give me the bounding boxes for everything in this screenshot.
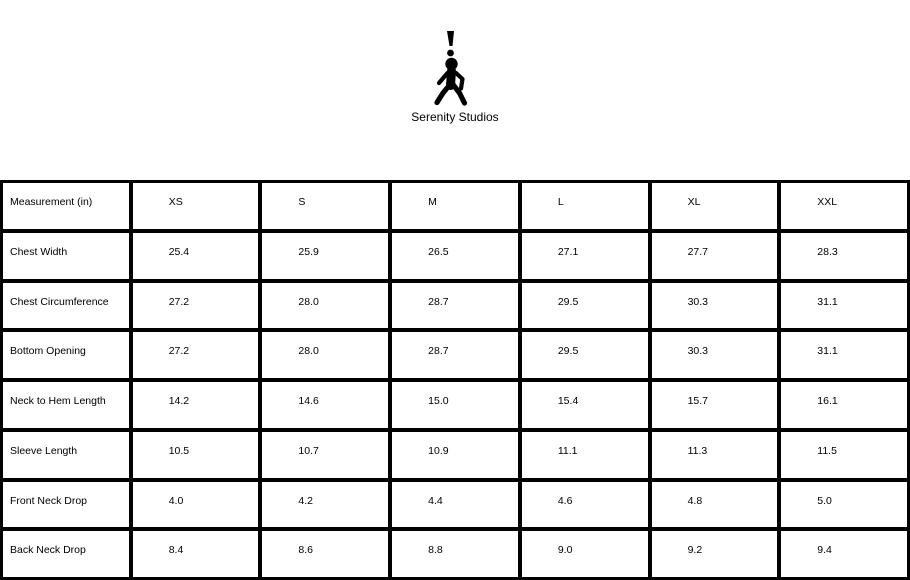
header-m: M [392, 183, 518, 229]
value-cell: 26.5 [392, 233, 518, 279]
value-cell: 30.3 [652, 283, 778, 329]
value-cell: 11.3 [652, 432, 778, 478]
row-label-back-neck-drop: Back Neck Drop [3, 531, 129, 577]
walking-person-icon [437, 58, 465, 103]
value-cell: 8.6 [262, 531, 388, 577]
value-cell: 10.9 [392, 432, 518, 478]
value-cell: 14.2 [133, 382, 259, 428]
row-label-bottom-opening: Bottom Opening [3, 332, 129, 378]
value-cell: 27.2 [133, 332, 259, 378]
value-cell: 16.1 [781, 382, 907, 428]
value-cell: 14.6 [262, 382, 388, 428]
value-cell: 28.0 [262, 332, 388, 378]
value-cell: 28.3 [781, 233, 907, 279]
value-cell: 9.4 [781, 531, 907, 577]
brand-logo [0, 30, 910, 124]
value-cell: 11.1 [522, 432, 648, 478]
value-cell: 29.5 [522, 332, 648, 378]
header-xl: XL [652, 183, 778, 229]
size-chart-table [0, 180, 910, 580]
exclamation-icon [447, 31, 454, 56]
value-cell: 4.6 [522, 482, 648, 528]
value-cell: 28.7 [392, 332, 518, 378]
value-cell: 9.2 [652, 531, 778, 577]
value-cell: 10.7 [262, 432, 388, 478]
value-cell: 27.2 [133, 283, 259, 329]
value-cell: 4.8 [652, 482, 778, 528]
walking-person-exclamation-icon [433, 30, 477, 108]
row-label-front-neck-drop: Front Neck Drop [3, 482, 129, 528]
value-cell: 25.9 [262, 233, 388, 279]
header-s: S [262, 183, 388, 229]
value-cell: 28.0 [262, 283, 388, 329]
value-cell: 15.7 [652, 382, 778, 428]
header-l: L [522, 183, 648, 229]
header-xs: XS [133, 183, 259, 229]
value-cell: 4.4 [392, 482, 518, 528]
value-cell: 10.5 [133, 432, 259, 478]
value-cell: 31.1 [781, 332, 907, 378]
value-cell: 9.0 [522, 531, 648, 577]
value-cell: 4.2 [262, 482, 388, 528]
value-cell: 4.0 [133, 482, 259, 528]
value-cell: 30.3 [652, 332, 778, 378]
value-cell: 5.0 [781, 482, 907, 528]
brand-name: Serenity Studios [411, 110, 499, 124]
value-cell: 11.5 [781, 432, 907, 478]
header-xxl: XXL [781, 183, 907, 229]
row-label-neck-to-hem-length: Neck to Hem Length [3, 382, 129, 428]
value-cell: 31.1 [781, 283, 907, 329]
value-cell: 8.8 [392, 531, 518, 577]
value-cell: 29.5 [522, 283, 648, 329]
row-label-sleeve-length: Sleeve Length [3, 432, 129, 478]
row-label-chest-width: Chest Width [3, 233, 129, 279]
value-cell: 15.4 [522, 382, 648, 428]
value-cell: 27.7 [652, 233, 778, 279]
value-cell: 27.1 [522, 233, 648, 279]
value-cell: 25.4 [133, 233, 259, 279]
value-cell: 28.7 [392, 283, 518, 329]
value-cell: 8.4 [133, 531, 259, 577]
value-cell: 15.0 [392, 382, 518, 428]
row-label-chest-circumference: Chest Circumference [3, 283, 129, 329]
header-measurement: Measurement (in) [3, 183, 129, 229]
